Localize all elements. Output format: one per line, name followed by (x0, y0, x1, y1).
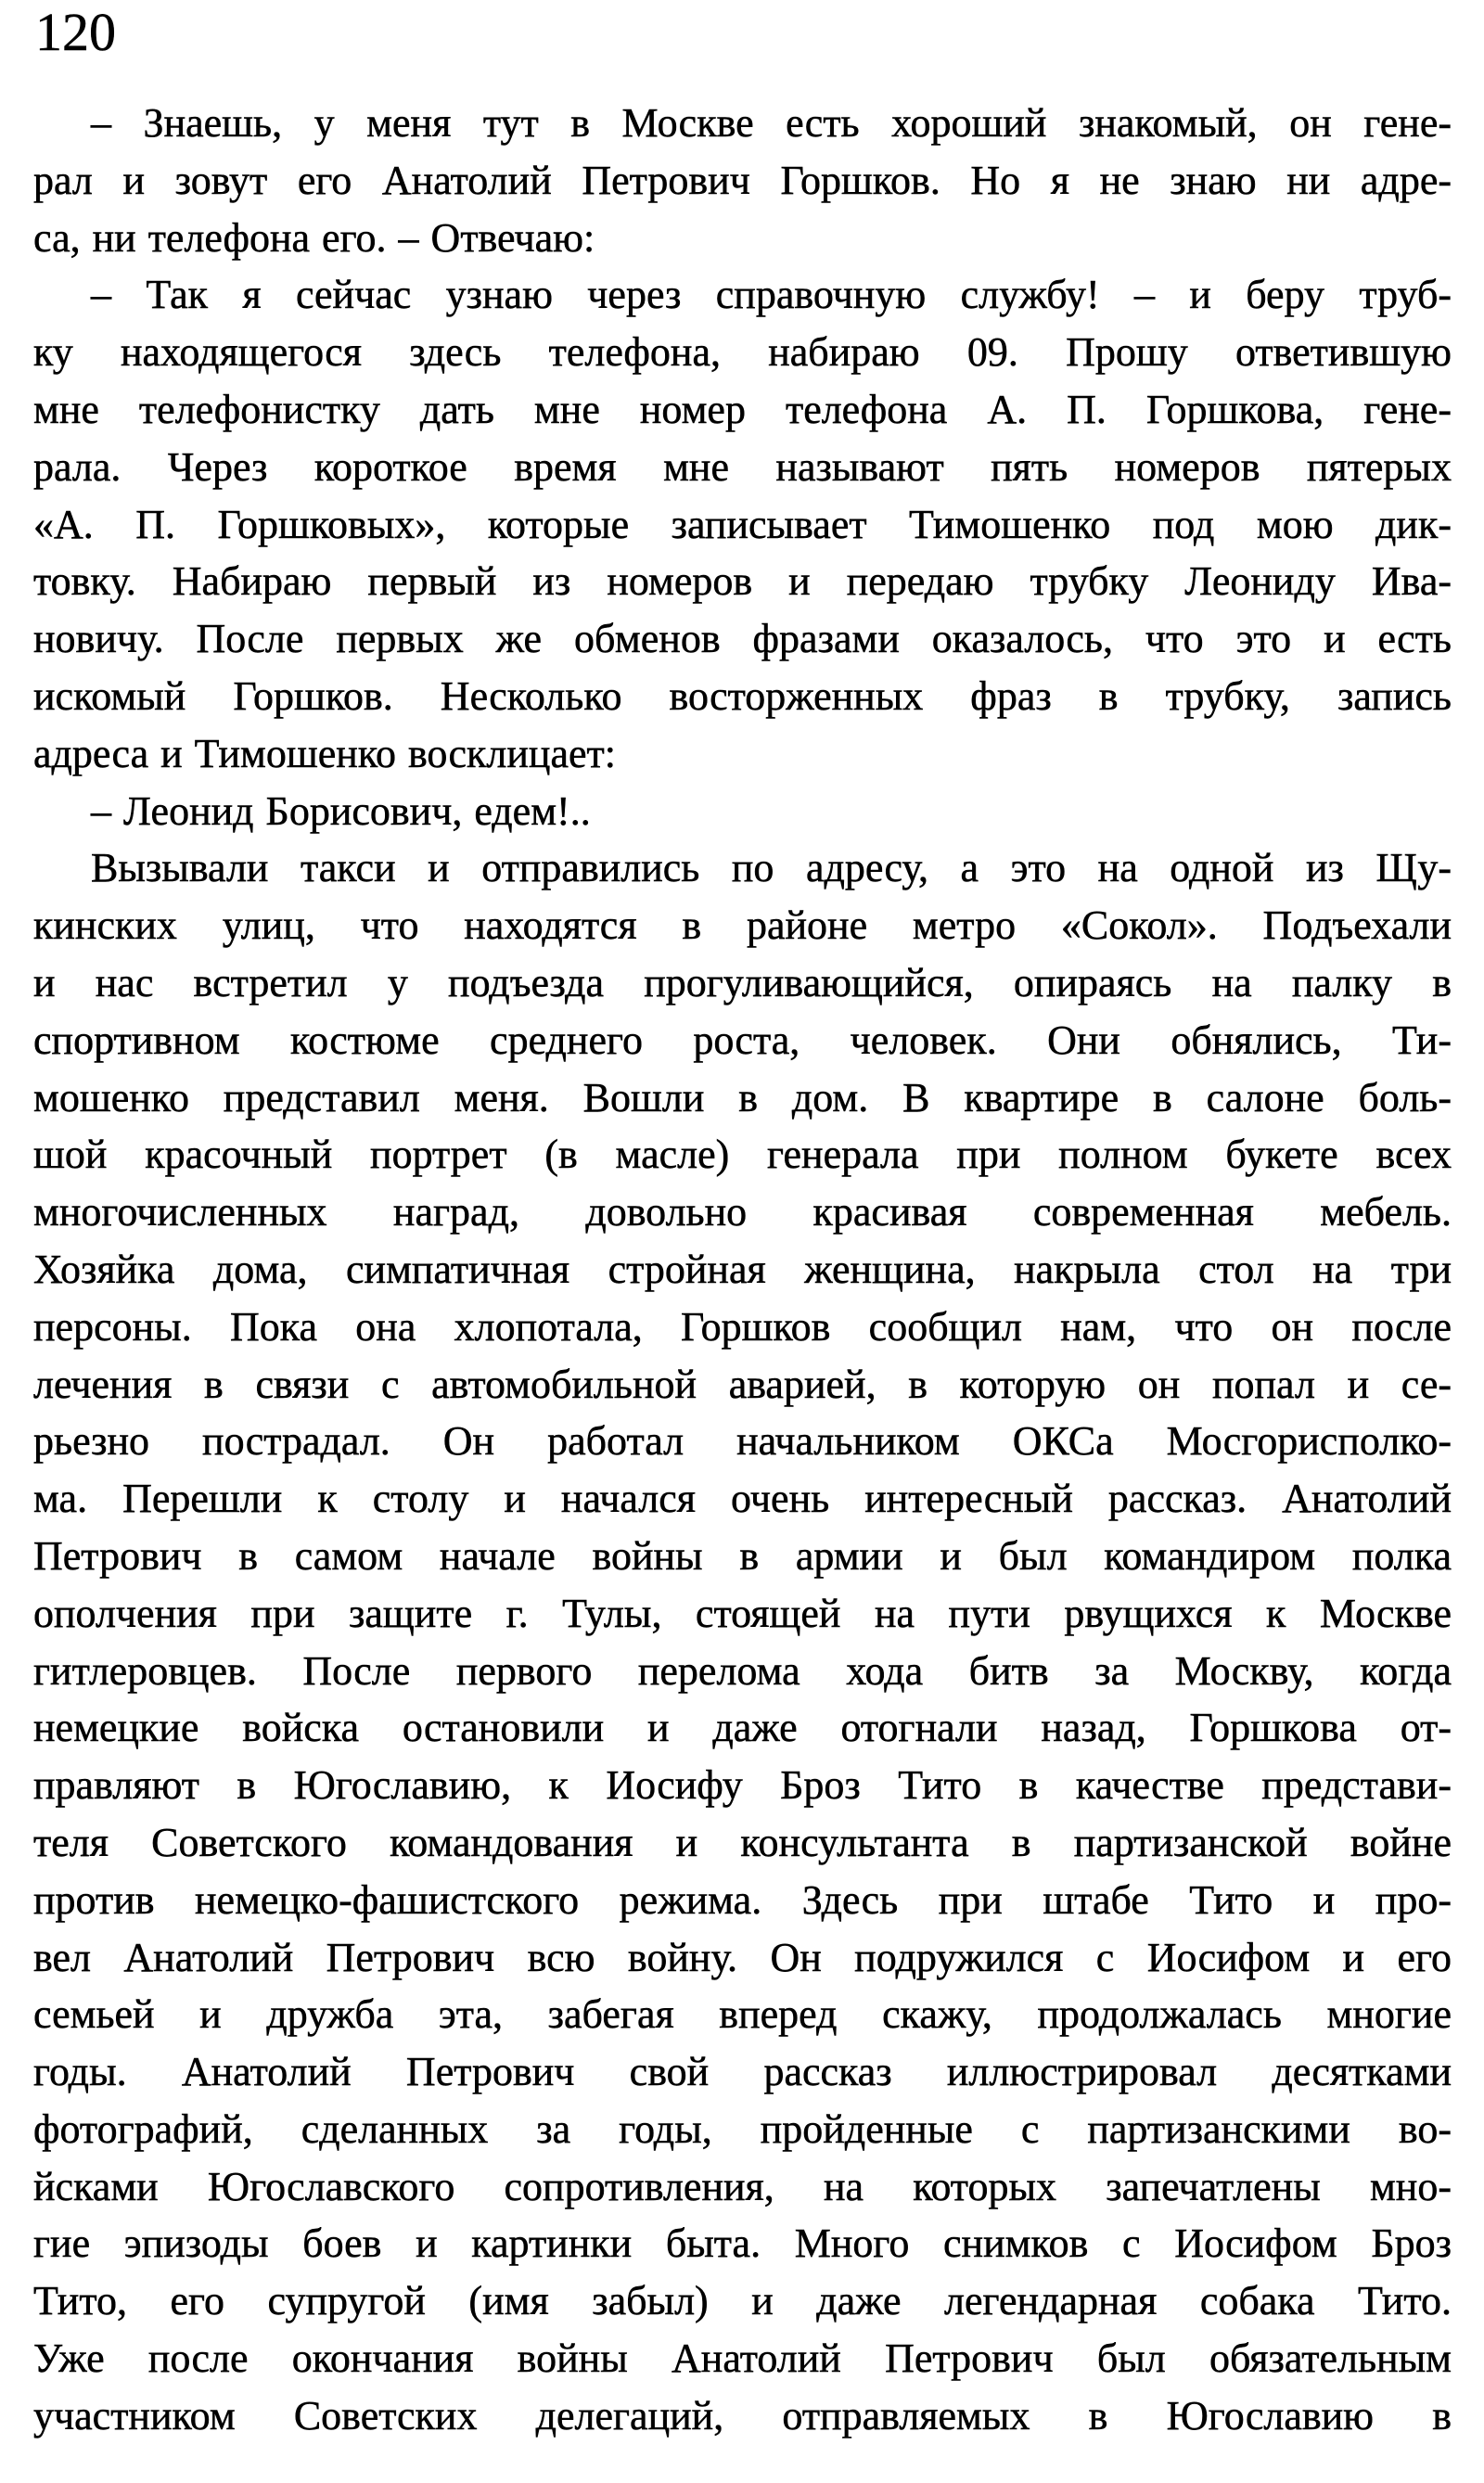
text-line: новичу. После первых же обменов фразами оказалось, что это и есть (33, 616, 1452, 662)
text-line: рал и зовут его Анатолий Петрович Горшков. Но я не знаю ни адре- (33, 157, 1452, 203)
text-line: Уже после окончания войны Анатолий Петрович был обязательным (33, 2336, 1452, 2382)
text-line: шой красочный портрет (в масле) генерала при полном букете всех (33, 1132, 1452, 1178)
page-number: 120 (35, 2, 116, 62)
text-line: искомый Горшков. Несколько восторженных фраз в трубку, запись (33, 672, 1452, 719)
text-line: товку. Набираю первый из номеров и передаю трубку Леониду Ива- (33, 558, 1452, 605)
text-line: немецкие войска остановили и даже отогнали назад, Горшкова от- (33, 1705, 1452, 1751)
text-line: годы. Анатолий Петрович свой рассказ иллюстрировал десятками (33, 2049, 1452, 2095)
text-line: вел Анатолий Петрович всю войну. Он подружился с Иосифом и его (33, 1934, 1452, 1980)
text-line: многочисленных наград, довольно красивая современная мебель. (33, 1189, 1452, 1235)
text-line: персоны. Пока она хлопотала, Горшков сообщил нам, что он после (33, 1303, 1452, 1350)
text-line: рьезно пострадал. Он работал начальником ОКСа Мосгорисполко- (33, 1418, 1452, 1465)
text-line: гие эпизоды боев и картинки быта. Много снимков с Иосифом Броз (33, 2221, 1452, 2267)
text-line: теля Советского командования и консультанта в партизанской войне (33, 1819, 1452, 1865)
text-line: адреса и Тимошенко восклицает: (33, 730, 616, 776)
text-line: Хозяйка дома, симпатичная стройная женщина, накрыла стол на три (33, 1246, 1452, 1292)
text-line: спортивном костюме среднего роста, человек. Они обнялись, Ти- (33, 1017, 1452, 1063)
text-line: против немецко-фашистского режима. Здесь при штабе Тито и про- (33, 1876, 1452, 1923)
text-line: семьей и дружба эта, забегая вперед скажу, продолжалась многие (33, 1991, 1452, 2038)
text-line: Вызывали такси и отправились по адресу, а это на одной из Щу- (91, 845, 1452, 891)
text-line: фотографий, сделанных за годы, пройденные с партизанскими во- (33, 2105, 1452, 2152)
text-line: и нас встретил у подъезда прогуливающийся, опираясь на палку в (33, 959, 1452, 1005)
text-line: ополчения при защите г. Тулы, стоящей на пути рвущихся к Москве (33, 1590, 1452, 1636)
text-line: йсками Югославского сопротивления, на которых запечатлены мно- (33, 2163, 1452, 2209)
text-line: гитлеровцев. После первого перелома хода битв за Москву, когда (33, 1647, 1452, 1694)
text-line: ма. Перешли к столу и начался очень интересный рассказ. Анатолий (33, 1476, 1452, 1522)
text-line: правляют в Югославию, к Иосифу Броз Тито в качестве представи- (33, 1762, 1452, 1809)
text-line: «А. П. Горшковых», которые записывает Тимошенко под мою дик- (33, 501, 1452, 547)
text-line: Тито, его супругой (имя забыл) и даже легендарная собака Тито. (33, 2278, 1452, 2324)
text-line: ку находящегося здесь телефона, набираю 09. Прошу ответившую (33, 329, 1452, 376)
text-line: мне телефонистку дать мне номер телефона А. П. Горшкова, гене- (33, 386, 1452, 432)
text-line: лечения в связи с автомобильной аварией, в которую он попал и се- (33, 1361, 1452, 1407)
text-line: – Леонид Борисович, едем!.. (91, 787, 591, 834)
text-line: – Так я сейчас узнаю через справочную службу! – и беру труб- (91, 272, 1452, 318)
text-line: Петрович в самом начале войны в армии и был командиром полка (33, 1532, 1452, 1579)
text-line: кинских улиц, что находятся в районе метро «Сокол». Подъехали (33, 902, 1452, 949)
text-line: – Знаешь, у меня тут в Москве есть хороший знакомый, он гене- (91, 100, 1452, 146)
text-line: мошенко представил меня. Вошли в дом. В квартире в салоне боль- (33, 1074, 1452, 1120)
text-line: участником Советских делегаций, отправляемых в Югославию в (33, 2392, 1452, 2438)
body-text-block (33, 95, 1452, 2445)
text-line: рала. Через короткое время мне называют пять номеров пятерых (33, 443, 1452, 490)
text-line: са, ни телефона его. – Отвечаю: (33, 214, 595, 261)
